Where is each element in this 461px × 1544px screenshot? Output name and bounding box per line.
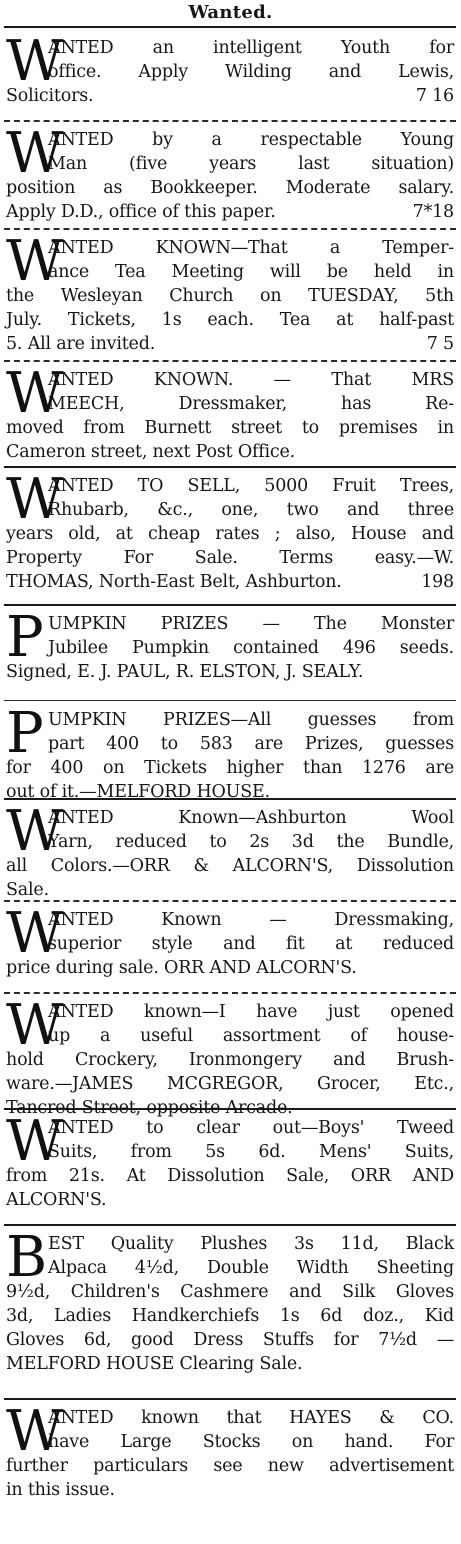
ad-text-line: EST Quality Plushes 3s 11d, Black [48,1234,454,1254]
column-rule [4,1398,456,1400]
ad-line-text: Apply D.D., office of this paper. [6,202,276,222]
ad-text-line: Rhubarb, &c., one, two and three [48,500,454,520]
ad-text-line: ANTED known—I have just opened [48,1002,454,1022]
ad-text-line: Signed, E. J. PAUL, R. ELSTON, J. SEALY. [6,662,364,682]
ad-text-line: price during sale. ORR AND ALCORN'S. [6,958,357,978]
ad-text-line [6,84,454,108]
drop-cap-initial: W [6,1399,64,1464]
ad-text-line: superior style and fit at reduced [48,934,454,954]
column-rule [4,360,456,362]
ad-text-line: up a useful assortment of house- [48,1026,454,1046]
ad-text-line: all Colors.—ORR & ALCORN'S, Dissolution [6,856,454,876]
ad-text-line: ANTED an intelligent Youth for [48,38,454,58]
ad-text-line: further particulars see new advertisement [6,1456,454,1476]
ad-reference-number: 7 5 [426,334,454,354]
drop-cap-initial: W [6,901,64,966]
ad-line-text: 5. All are invited. [6,334,156,354]
drop-cap-initial: W [6,361,64,426]
ad-text-line: from 21s. At Dissolution Sale, ORR AND [6,1166,454,1186]
drop-cap-initial: P [6,701,44,766]
ad-text-line: the Wesleyan Church on TUESDAY, 5th [6,286,454,306]
ad-reference-number: 198 [421,572,454,592]
drop-cap-initial: W [6,229,64,294]
ad-text-line: Suits, from 5s 6d. Mens' Suits, [48,1142,454,1162]
ad-text-line: UMPKIN PRIZES—All guesses from [48,710,454,730]
ad-text-line: ANTED to clear out—Boys' Tweed [48,1118,454,1138]
ad-text-line: Yarn, reduced to 2s 3d the Bundle, [48,832,454,852]
ad-text-line: ance Tea Meeting will be held in [48,262,454,282]
ad-text-line: for 400 on Tickets higher than 1276 are [6,758,454,778]
drop-cap-initial: W [6,1109,64,1174]
ad-text-line: in this issue. [6,1480,115,1500]
ad-text-line: ANTED Known — Dressmaking, [48,910,454,930]
column-rule [4,466,456,468]
ad-text-line: MEECH, Dressmaker, has Re- [48,394,454,414]
ad-text-line: Property For Sale. Terms easy.—W. [6,548,454,568]
ad-reference-number: 7*18 [412,202,454,222]
column-rule [4,228,456,230]
ad-text-line: have Large Stocks on hand. For [48,1432,454,1452]
ad-text-line: Tancred Street, opposite Arcade. [6,1098,293,1118]
drop-cap-initial: P [6,605,44,670]
ad-text-line: Gloves 6d, good Dress Stuffs for 7½d — [6,1330,454,1350]
ad-text-line: Sale. [6,880,49,900]
ad-text-line: July. Tickets, 1s each. Tea at half-past [6,310,454,330]
classified-ad [6,1225,454,1376]
drop-cap-initial: W [6,121,64,186]
ad-text-line: hold Crockery, Ironmongery and Brush- [6,1050,454,1070]
column-rule [4,120,456,122]
ad-text-line: ANTED by a respectable Young [48,130,454,150]
drop-cap-initial: W [6,799,64,864]
ad-text-line: Man (five years last situation) [48,154,454,174]
classified-ad [6,467,454,594]
drop-cap-initial: B [6,1225,48,1290]
ad-text-line [6,200,454,224]
classified-ad [6,1109,454,1212]
column-rule [4,1224,456,1226]
classified-ad [6,29,454,108]
ad-text-line: position as Bookkeeper. Moderate salary. [6,178,454,198]
ad-reference-number: 7 16 [415,86,454,106]
column-title: Wanted. [188,2,273,23]
ad-text-line: office. Apply Wilding and Lewis, [48,62,454,82]
classified-ad [6,1399,454,1502]
ad-text-line: Jubilee Pumpkin contained 496 seeds. [48,638,454,658]
ad-text-line: Cameron street, next Post Office. [6,442,296,462]
ad-text-line: part 400 to 583 are Prizes, guesses [48,734,454,754]
ad-text-line: MELFORD HOUSE Clearing Sale. [6,1354,303,1374]
ad-text-line: Alpaca 4½d, Double Width Sheeting [48,1258,454,1278]
ad-text-line: years old, at cheap rates ; also, House and [6,524,454,544]
ad-text-line: out of it.—MELFORD HOUSE. [6,782,270,802]
ad-text-line: ALCORN'S. [6,1190,107,1210]
classified-ad [6,121,454,224]
drop-cap-initial: W [6,993,64,1058]
ad-text-line [6,332,454,356]
ad-text-line [6,570,454,594]
ad-text-line: ANTED TO SELL, 5000 Fruit Trees, [48,476,454,496]
drop-cap-initial: W [6,29,64,94]
classified-ad [6,799,454,902]
ad-text-line: ANTED KNOWN. — That MRS [48,370,454,390]
classified-ad [6,901,454,980]
column-rule [4,26,456,28]
classified-ad [6,993,454,1120]
classified-ad [6,229,454,356]
ad-line-text: Solicitors. [6,86,94,106]
classified-ad [6,605,454,684]
column-rule [4,604,456,606]
ad-text-line: moved from Burnett street to premises in [6,418,454,438]
column-rule [4,700,456,701]
ad-text-line: ANTED KNOWN—That a Temper- [48,238,454,258]
classified-ad [6,361,454,464]
ad-text-line: ANTED Known—Ashburton Wool [48,808,454,828]
drop-cap-initial: W [6,467,64,532]
ad-text-line: 3d, Ladies Handkerchiefs 1s 6d doz., Kid [6,1306,454,1326]
ad-text-line: ware.—JAMES MCGREGOR, Grocer, Etc., [6,1074,454,1094]
ad-text-line: 9½d, Children's Cashmere and Silk Gloves [6,1282,454,1302]
ad-text-line: UMPKIN PRIZES — The Monster [48,614,454,634]
ad-text-line: ANTED known that HAYES & CO. [48,1408,454,1428]
classified-ad [6,701,454,804]
ad-line-text: THOMAS, North-East Belt, Ashburton. [6,572,342,592]
column-rule [4,992,456,994]
